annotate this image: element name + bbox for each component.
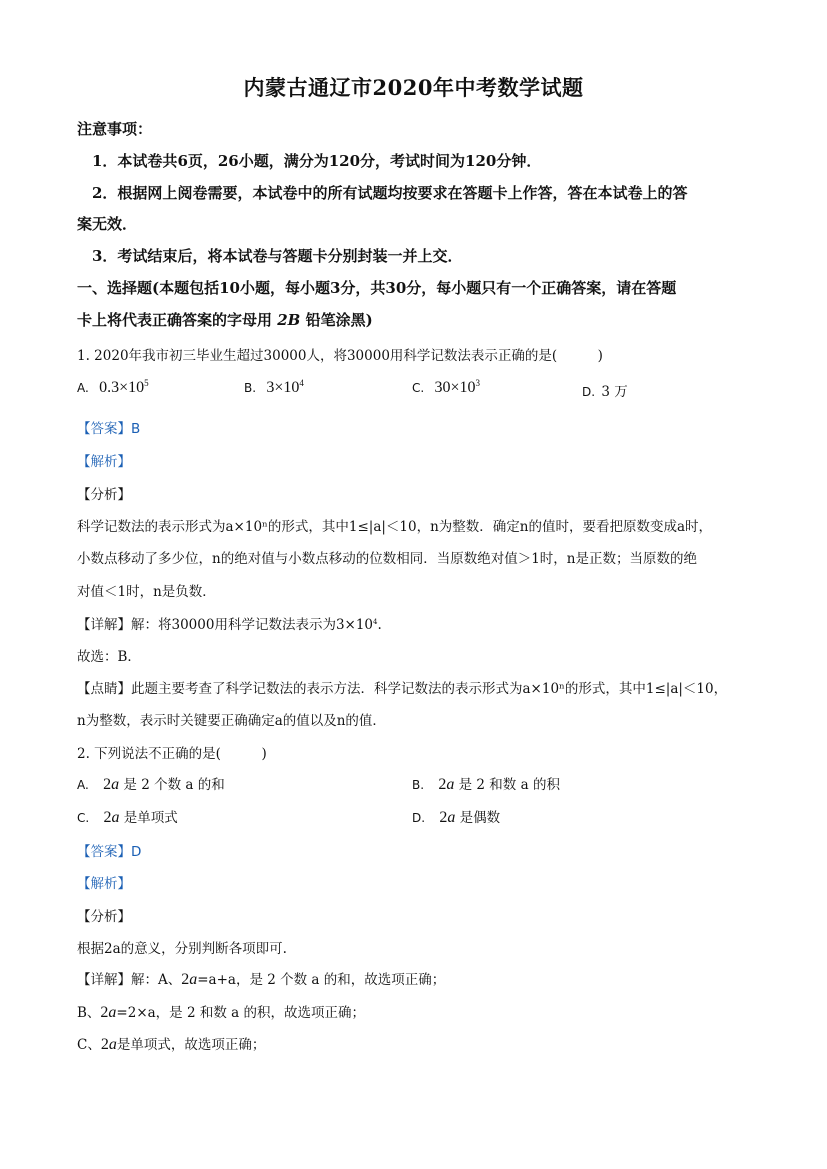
q2-detail-a-pre: 【详解】解：A、 <box>77 972 182 988</box>
q1-option-b <box>244 378 304 397</box>
q2-option-c-text: 是单项式 <box>123 810 178 826</box>
q2-detail-c-math: 2a <box>100 1036 117 1053</box>
q2-detail-b-post: =2×a，是 2 和数 a 的积，故选项正确； <box>116 1005 365 1021</box>
q2-detail-c <box>77 1033 265 1054</box>
q1-option-b-base: 3×10 <box>266 379 300 396</box>
q1-stem: 1. 2020年我市初三毕业生超过30000人，将30000用科学记数法表示正确的是( ) <box>77 348 603 364</box>
q1-detail-pre: 【详解】解：将30000用科学记数法表示为3×10 <box>77 617 374 633</box>
q1-option-b-letter: B. <box>244 381 257 395</box>
q1-option-b-math <box>266 379 304 396</box>
q2-option-a <box>77 773 225 794</box>
q1-option-d-text: 3 万 <box>601 384 628 400</box>
q2-detail-c-pre: C、 <box>77 1037 101 1053</box>
q2-option-b <box>412 773 560 794</box>
section-heading-line1: 一、选择题(本题包括10小题，每小题3分，共30分，每小题只有一个正确答案，请在答题 <box>77 279 677 297</box>
q2-option-d-text: 是偶数 <box>459 810 501 826</box>
q1-option-a-exp: 5 <box>144 378 149 388</box>
q1-comment-line1: 【点睛】此题主要考查了科学记数法的表示方法．科学记数法的表示形式为a×10ⁿ的形式，其中1≤|a|＜10， <box>77 681 728 697</box>
q2-option-d-letter: D. <box>412 811 426 825</box>
q2-analysis: 根据2a的意义，分别判断各项即可. <box>77 941 287 957</box>
notice-item-2-cont: 案无效． <box>77 215 138 233</box>
notice-item-3: 3．考试结束后，将本试卷与答题卡分别封装一并上交． <box>92 247 463 265</box>
q1-option-d <box>582 380 628 400</box>
q2-option-d-math: 2a <box>439 809 456 826</box>
page-title: 内蒙古通辽市2020年中考数学试题 <box>243 75 584 100</box>
q2-option-a-text: 是 2 个数 a 的和 <box>123 777 225 793</box>
section-heading-pre: 卡上将代表正确答案的字母用 <box>77 311 278 329</box>
q2-option-a-letter: A. <box>77 778 89 792</box>
notice-item-1: 1．本试卷共6页，26小题，满分为120分，考试时间为120分钟． <box>92 152 542 170</box>
q1-analysis-line3: 对值＜1时，n是负数． <box>77 584 216 600</box>
q1-jiexi-label: 【解析】 <box>77 454 131 470</box>
q1-detail <box>77 613 382 633</box>
q1-analysis-line2: 小数点移动了多少位，n的绝对值与小数点移动的位数相同．当原数绝对值＞1时，n是正数；当原数的绝 <box>77 551 697 567</box>
q2-answer: 【答案】D <box>77 844 142 860</box>
q1-fenxi-label: 【分析】 <box>77 487 131 503</box>
q2-option-b-text: 是 2 和数 a 的积 <box>458 777 560 793</box>
q2-detail-b-math: 2a <box>100 1004 117 1021</box>
notice-item-2: 2．根据网上阅卷需要，本试卷中的所有试题均按要求在答题卡上作答，答在本试卷上的答 <box>92 184 688 202</box>
notice-heading: 注意事项： <box>77 120 153 138</box>
q1-analysis-line1: 科学记数法的表示形式为a×10ⁿ的形式，其中1≤|a|＜10，n为整数．确定n的值时，要看把原数变成a时， <box>77 519 713 535</box>
q2-stem: 2. 下列说法不正确的是( ) <box>77 746 267 762</box>
q1-option-c-math <box>435 379 481 396</box>
q2-detail-a-math: 2a <box>181 971 198 988</box>
q1-option-c-base: 30×10 <box>434 379 476 396</box>
q2-detail-b <box>77 1001 365 1022</box>
section-heading-em: 2B <box>277 311 301 329</box>
q2-detail-a <box>77 968 445 989</box>
q1-detail-post: . <box>377 617 382 633</box>
section-heading-post: 铅笔涂黑) <box>300 311 373 329</box>
q2-detail-a-post: =a+a，是 2 个数 a 的和，故选项正确； <box>197 972 446 988</box>
q1-comment-line2: n为整数，表示时关键要正确确定a的值以及n的值． <box>77 713 386 729</box>
q2-jiexi-label: 【解析】 <box>77 876 131 892</box>
q1-option-c-exp: 3 <box>475 378 481 388</box>
q2-option-a-math: 2a <box>103 776 120 793</box>
q2-option-c-math: 2a <box>103 809 120 826</box>
q1-option-a <box>77 378 149 397</box>
q1-choose: 故选：B． <box>77 649 141 665</box>
q1-option-c-letter: C. <box>412 381 425 395</box>
q1-detail-exp: 4 <box>373 618 378 626</box>
q1-option-c <box>412 378 480 397</box>
q1-answer: 【答案】B <box>77 421 141 437</box>
q1-option-a-base: 0.3×10 <box>99 379 145 396</box>
q2-option-b-letter: B. <box>412 778 425 792</box>
q2-detail-c-post: 是单项式，故选项正确； <box>116 1037 266 1053</box>
q2-fenxi-label: 【分析】 <box>77 909 131 925</box>
q2-option-c <box>77 806 178 827</box>
q2-option-d <box>412 806 500 827</box>
q1-option-d-letter: D. <box>582 385 596 399</box>
q2-option-b-math: 2a <box>438 776 455 793</box>
q2-detail-b-pre: B、 <box>77 1005 101 1021</box>
q1-option-b-exp: 4 <box>299 378 304 388</box>
q1-option-a-letter: A. <box>77 381 89 395</box>
q1-option-a-math <box>99 379 149 396</box>
section-heading-line2 <box>77 309 373 330</box>
q2-option-c-letter: C. <box>77 811 90 825</box>
